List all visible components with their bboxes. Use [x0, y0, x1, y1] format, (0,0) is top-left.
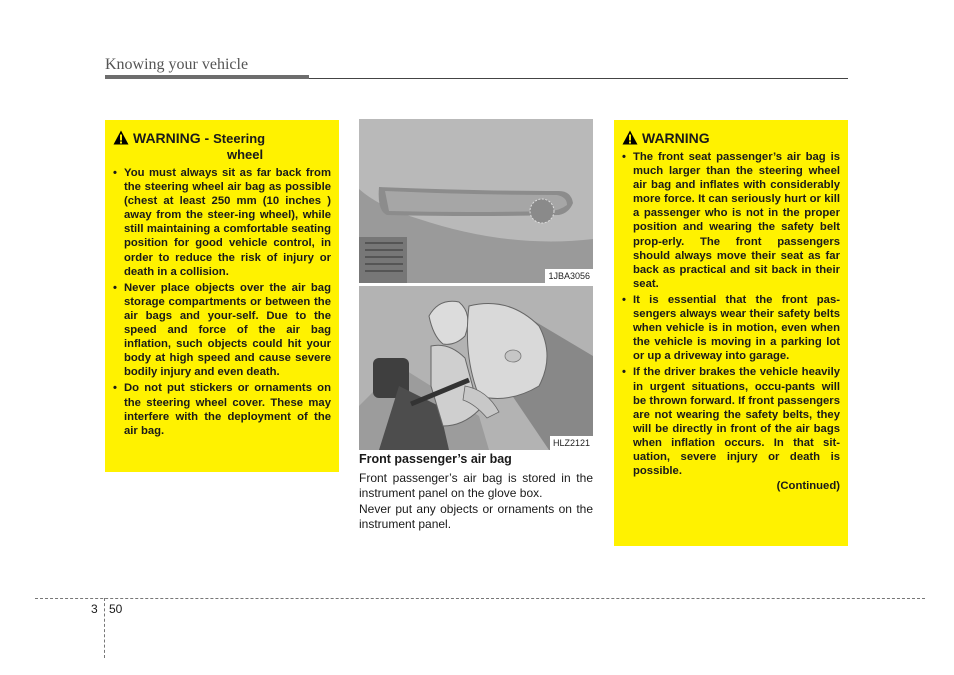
warning-heading — [113, 130, 331, 162]
figure-code: 1JBA3056 — [545, 269, 593, 283]
warning-item: • Never place objects over the air bag storage compartments or between the air bags and your-self. Due to the speed and force of the air bag inflation, such objects could hit your body at high speed and cause severe bodily injury and even death. — [113, 281, 331, 380]
warning-subheading-line2: wheel — [227, 147, 264, 162]
warning-item: • If the driver brakes the vehicle heavily in urgent situations, occu-pants will be thrown forward. If front passengers are not wearing the safety belts, they will be directly in front of the air bags when inflation occurs. In that sit-uation, severe injury or death is possible. — [622, 365, 840, 478]
warning-triangle-icon — [622, 130, 638, 145]
continued-note: (Continued) — [776, 480, 840, 493]
chapter-number: 3 — [91, 602, 98, 616]
warning-list — [113, 166, 331, 438]
section-heading: Front passenger’s air bag — [359, 452, 512, 466]
body-paragraph: Never put any objects or ornaments on the instrument panel. — [359, 502, 593, 531]
warning-list — [622, 150, 840, 478]
warning-triangle-icon — [113, 130, 129, 145]
warning-item: • Do not put stickers or ornaments on the steering wheel cover. These may interfere with the deployment of the air bag. — [113, 381, 331, 437]
header-rule-thin — [309, 78, 848, 79]
header-rule-thick — [105, 75, 309, 79]
warning-item: • You must always sit as far back from the steering wheel air bag as possible (chest at least 250 mm (10 inches ) away from the steer-ing wheel), while still maintaining a comfortable seating position for good vehicle control, in order to reduce the risk of injury or death in a collision. — [113, 166, 331, 279]
dashboard-drawing — [359, 119, 593, 283]
footer-divider — [104, 598, 105, 658]
warning-subheading-line1: Steering — [213, 131, 266, 146]
page-number: 50 — [109, 602, 123, 616]
warning-box-passenger-airbag — [614, 120, 848, 546]
warning-heading-label: WARNING - — [133, 130, 214, 146]
passenger-drawing — [359, 286, 593, 450]
footer-rule — [35, 598, 925, 599]
warning-heading-label: WARNING — [642, 130, 710, 146]
warning-item: • The front seat passenger’s air bag is much larger than the steering wheel air bag and inflates with considerably more force. It can seriously hurt or kill a passenger who is not in the proper position and wearing the safety belt prop-erly. The front passengers should always move their seat as far back as practical and sit back in their seat. — [622, 150, 840, 291]
warning-heading — [622, 130, 840, 146]
dashboard-airbag-illustration — [359, 119, 593, 283]
figure-code: HLZ2121 — [550, 436, 593, 450]
passenger-airbag-illustration — [359, 286, 593, 450]
body-paragraph: Front passenger’s air bag is stored in the instrument panel on the glove box. — [359, 471, 593, 500]
warning-item: • It is essential that the front pas-sengers always wear their safety belts when vehicle is in motion, even when the vehicle is moving in a parking lot or up a driveway into garage. — [622, 293, 840, 363]
page-header-title: Knowing your vehicle — [105, 56, 249, 73]
warning-box-steering-wheel — [105, 120, 339, 472]
